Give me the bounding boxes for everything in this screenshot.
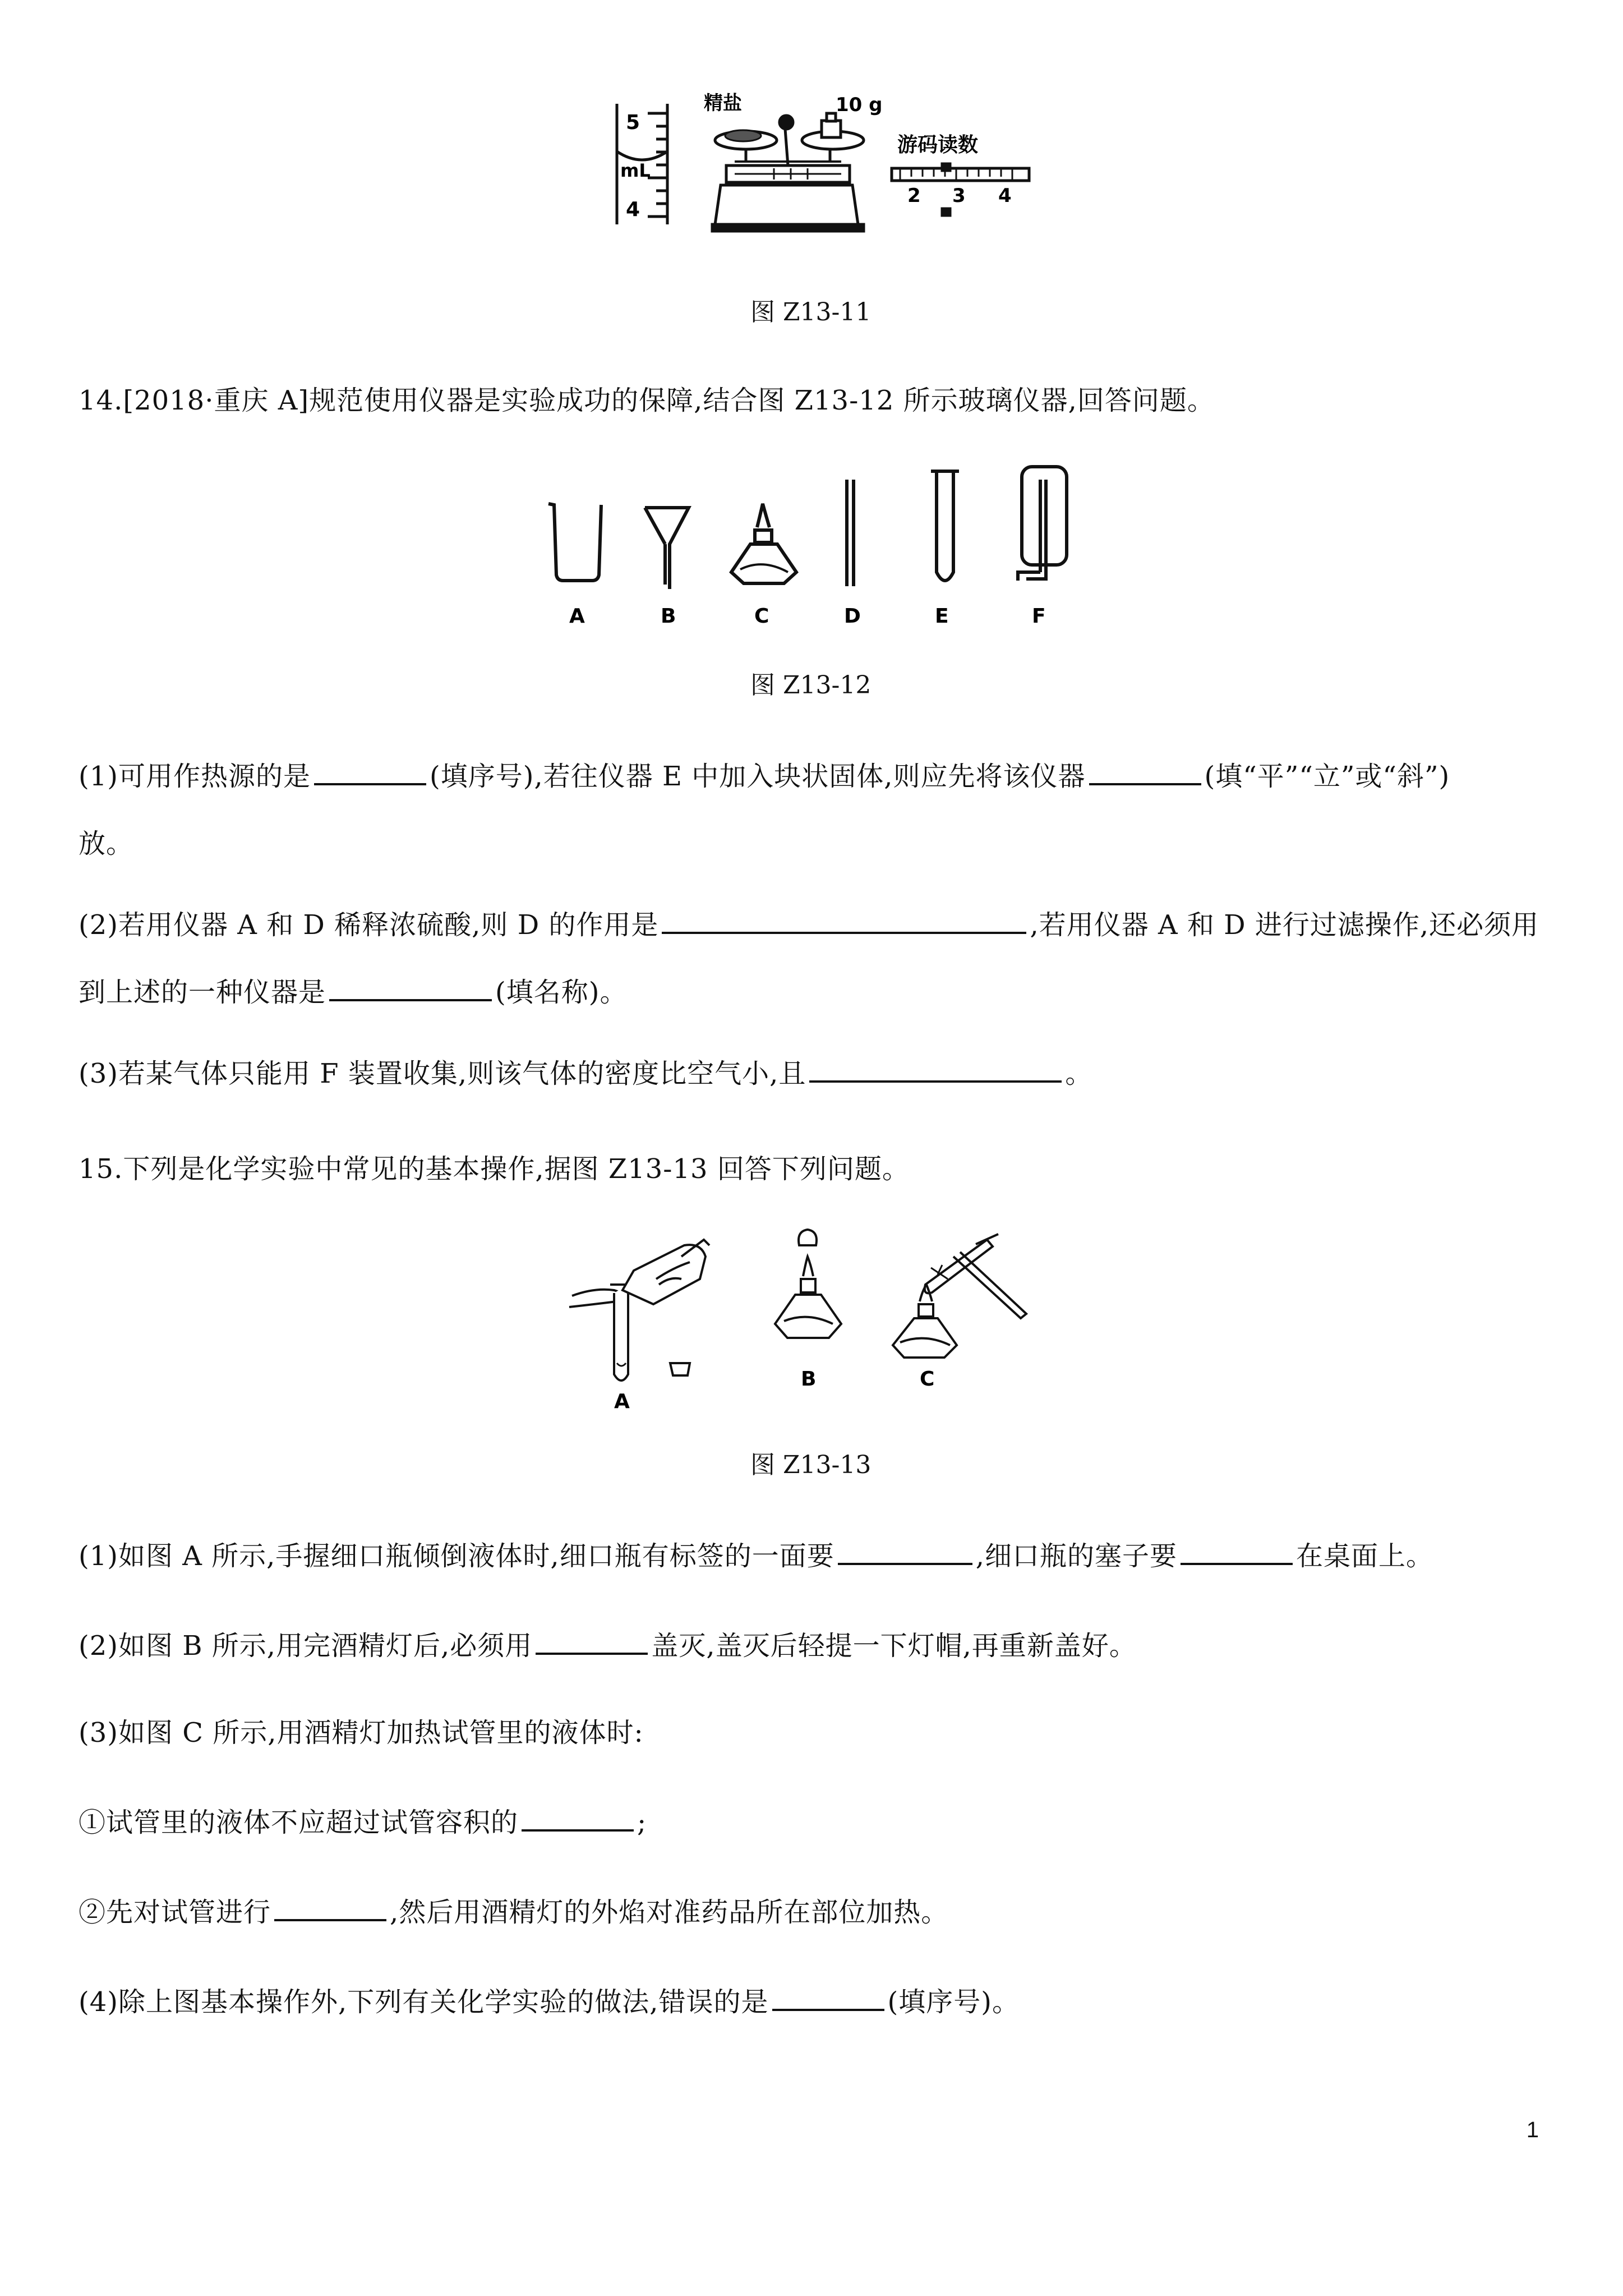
test-tube-drawing — [931, 471, 959, 581]
scale-mark-3: 3 — [952, 185, 966, 207]
answer-blank-14-1b[interactable] — [1089, 757, 1201, 785]
scale-mark-4: 4 — [998, 185, 1012, 207]
question-15-stem: 15.下列是化学实验中常见的基本操作,据图 Z13-13 回答下列问题。 — [79, 1153, 910, 1185]
label-A: A — [614, 1390, 630, 1413]
salt-label: 精盐 — [704, 92, 742, 114]
question-14-part-2-cont: 到上述的一种仪器是 (填名称)。 — [79, 970, 627, 1009]
answer-blank-14-1a[interactable] — [314, 757, 426, 785]
answer-blank-14-2a[interactable] — [662, 906, 1026, 934]
page-number: 1 — [1526, 2118, 1539, 2142]
answer-blank-15-3-1[interactable] — [522, 1803, 634, 1832]
label-A: A — [569, 605, 585, 628]
answer-blank-15-3-2[interactable] — [274, 1893, 386, 1921]
alcohol-lamp-drawing — [731, 504, 796, 583]
balance-drawing — [712, 113, 864, 231]
label-B: B — [801, 1368, 817, 1391]
beaker-drawing — [548, 504, 601, 581]
cylinder-mark-4: 4 — [626, 198, 640, 221]
question-15-part-1: (1)如图 A 所示,手握细口瓶倾倒液体时,细口瓶有标签的一面要 ,细口瓶的塞子要 在桌面上。 — [79, 1534, 1433, 1573]
label-C: C — [754, 605, 769, 628]
weight-label: 10 g — [836, 94, 883, 116]
question-14-part-1-cont: 放。 — [79, 828, 134, 859]
figure-z13-12 — [538, 460, 1071, 628]
figure-z13-11 — [606, 84, 1032, 241]
glass-rod-drawing — [847, 480, 854, 586]
label-F: F — [1032, 605, 1046, 628]
answer-blank-15-1a[interactable] — [838, 1537, 972, 1565]
question-15-part-3: (3)如图 C 所示,用酒精灯加热试管里的液体时: — [79, 1717, 644, 1749]
answer-blank-14-3[interactable] — [809, 1055, 1062, 1083]
question-14-part-3: (3)若某气体只能用 F 装置收集,则该气体的密度比空气小,且 。 — [79, 1052, 1092, 1091]
question-15-part-3-1: ①试管里的液体不应超过试管容积的 ; — [79, 1801, 647, 1839]
label-C: C — [920, 1368, 935, 1391]
figure-caption-z13-12: 图 Z13-12 — [750, 671, 872, 700]
question-15-part-2: (2)如图 B 所示,用完酒精灯后,必须用 盖灭,盖灭后轻提一下灯帽,再重新盖好。 — [79, 1624, 1137, 1663]
answer-blank-15-2[interactable] — [536, 1627, 648, 1655]
label-B: B — [661, 605, 676, 628]
label-D: D — [844, 605, 861, 628]
pouring-liquid-drawing — [569, 1240, 709, 1381]
figure-caption-z13-11: 图 Z13-11 — [750, 298, 872, 326]
scale-mark-2: 2 — [907, 185, 921, 207]
answer-blank-14-2b[interactable] — [329, 973, 492, 1001]
figure-caption-z13-13: 图 Z13-13 — [750, 1451, 872, 1479]
figure-z13-13 — [561, 1223, 1066, 1414]
cylinder-mark-5: 5 — [626, 111, 640, 134]
answer-blank-15-1b[interactable] — [1181, 1537, 1293, 1565]
question-14-part-2: (2)若用仪器 A 和 D 稀释浓硫酸,则 D 的作用是 ,若用仪器 A 和 D 进行过滤操作,还必须用 — [79, 903, 1539, 942]
answer-blank-15-4[interactable] — [772, 1983, 884, 2011]
heating-tube-drawing — [893, 1234, 1026, 1358]
label-E: E — [935, 605, 949, 628]
gas-bottle-drawing — [1018, 467, 1067, 581]
question-15-part-3-2: ②先对试管进行 ,然后用酒精灯的外焰对准药品所在部位加热。 — [79, 1890, 948, 1929]
rider-reading-label: 游码读数 — [897, 134, 979, 157]
cylinder-unit: mL — [620, 160, 651, 181]
funnel-drawing — [645, 508, 689, 589]
question-14-part-1: (1)可用作热源的是 (填序号),若往仪器 E 中加入块状固体,则应先将该仪器 (填“平”“立”或“斜”) — [79, 754, 1450, 793]
lamp-cap-drawing — [775, 1230, 841, 1338]
question-14-stem: 14.[2018·重庆 A]规范使用仪器是实验成功的保障,结合图 Z13-12 所示玻璃仪器,回答问题。 — [79, 385, 1215, 416]
question-15-part-4: (4)除上图基本操作外,下列有关化学实验的做法,错误的是 (填序号)。 — [79, 1980, 1020, 2019]
